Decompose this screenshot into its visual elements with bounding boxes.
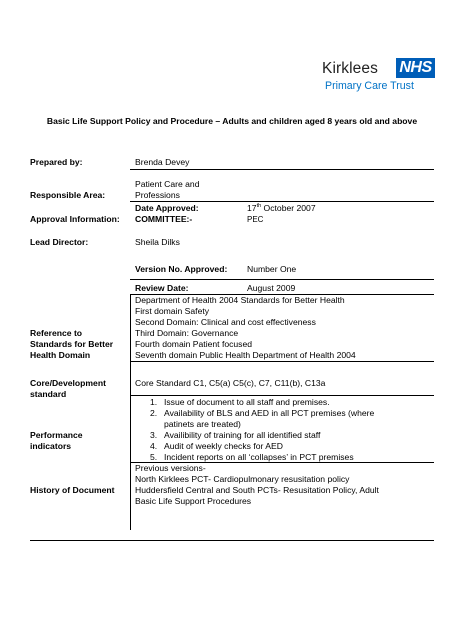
nhs-logo: NHS: [396, 58, 435, 78]
history-line: North Kirklees PCT- Cardiopulmonary resusitation policy: [135, 474, 350, 484]
review-date-value: August 2009: [247, 283, 296, 293]
perf-num: 3.: [150, 430, 158, 440]
committee-label: COMMITTEE:-: [135, 214, 193, 224]
column-rule: [130, 294, 131, 530]
date-approved-label: Date Approved:: [135, 203, 199, 213]
version-value: Number One: [247, 264, 297, 274]
review-date-label: Review Date:: [135, 283, 189, 293]
responsible-area-value-line1: Patient Care and: [135, 179, 200, 189]
standards-line: Fourth domain Patient focused: [135, 339, 253, 349]
date-day: 17: [247, 203, 257, 213]
rule: [130, 279, 434, 280]
rule: [130, 361, 434, 362]
perf-item: Incident reports on all ‘collapses’ in PCT premises: [164, 452, 354, 462]
core-label-line: Core/Development: [30, 378, 106, 388]
standards-label-line: Reference to: [30, 328, 83, 338]
date-suffix: th: [256, 203, 262, 210]
lead-director-value: Sheila Dilks: [135, 237, 180, 247]
committee-value: PEC: [247, 215, 264, 224]
date-approved-value: [247, 203, 316, 213]
perf-item: Availibility of training for all identified staff: [164, 430, 321, 440]
perf-item: patinets are treated): [164, 419, 241, 429]
history-line: Previous versions-: [135, 463, 206, 473]
rule: [130, 201, 434, 202]
responsible-area-value-line2: Professions: [135, 190, 180, 200]
lead-director-label: Lead Director:: [30, 237, 89, 247]
standards-label-line: Standards for Better: [30, 339, 114, 349]
version-label: Version No. Approved:: [135, 264, 228, 274]
standards-line: Seventh domain Public Health Department of Health 2004: [135, 350, 356, 360]
prepared-by-label: Prepared by:: [30, 157, 83, 167]
perf-num: 2.: [150, 408, 158, 418]
standards-line: Department of Health 2004 Standards for Better Health: [135, 295, 345, 305]
perf-num: 5.: [150, 452, 158, 462]
standards-line: Second Domain: Clinical and cost effectiveness: [135, 317, 316, 327]
perf-item: Audit of weekly checks for AED: [164, 441, 283, 451]
history-line: Huddersfield Central and South PCTs- Resusitation Policy, Adult: [135, 485, 379, 495]
perf-num: 4.: [150, 441, 158, 451]
document-title: Basic Life Support Policy and Procedure – Adults and children aged 8 years old and above: [46, 116, 418, 126]
trust-name: Primary Care Trust: [325, 80, 414, 92]
core-standard-value: Core Standard C1, C5(a) C5(c), C7, C11(b), C13a: [135, 378, 326, 388]
rule: [130, 395, 434, 396]
bottom-rule: [30, 540, 434, 541]
prepared-by-value: Brenda Devey: [135, 157, 190, 167]
org-name: Kirklees: [322, 60, 378, 77]
perf-label-line: indicators: [30, 441, 72, 451]
responsible-area-label: Responsible Area:: [30, 190, 106, 200]
history-line: Basic Life Support Procedures: [135, 496, 252, 506]
standards-line: First domain Safety: [135, 306, 210, 316]
perf-num: 1.: [150, 397, 158, 407]
perf-item: Availability of BLS and AED in all PCT premises (where: [164, 408, 375, 418]
approval-info-label: Approval Information:: [30, 214, 120, 224]
perf-label-line: Performance: [30, 430, 83, 440]
perf-item: Issue of document to all staff and premises.: [164, 397, 330, 407]
rule: [130, 169, 434, 170]
date-rest: October 2007: [261, 203, 316, 213]
standards-label-line: Health Domain: [30, 350, 91, 360]
history-label: History of Document: [30, 485, 115, 495]
core-label-line: standard: [30, 389, 67, 399]
standards-line: Third Domain: Governance: [135, 328, 239, 338]
